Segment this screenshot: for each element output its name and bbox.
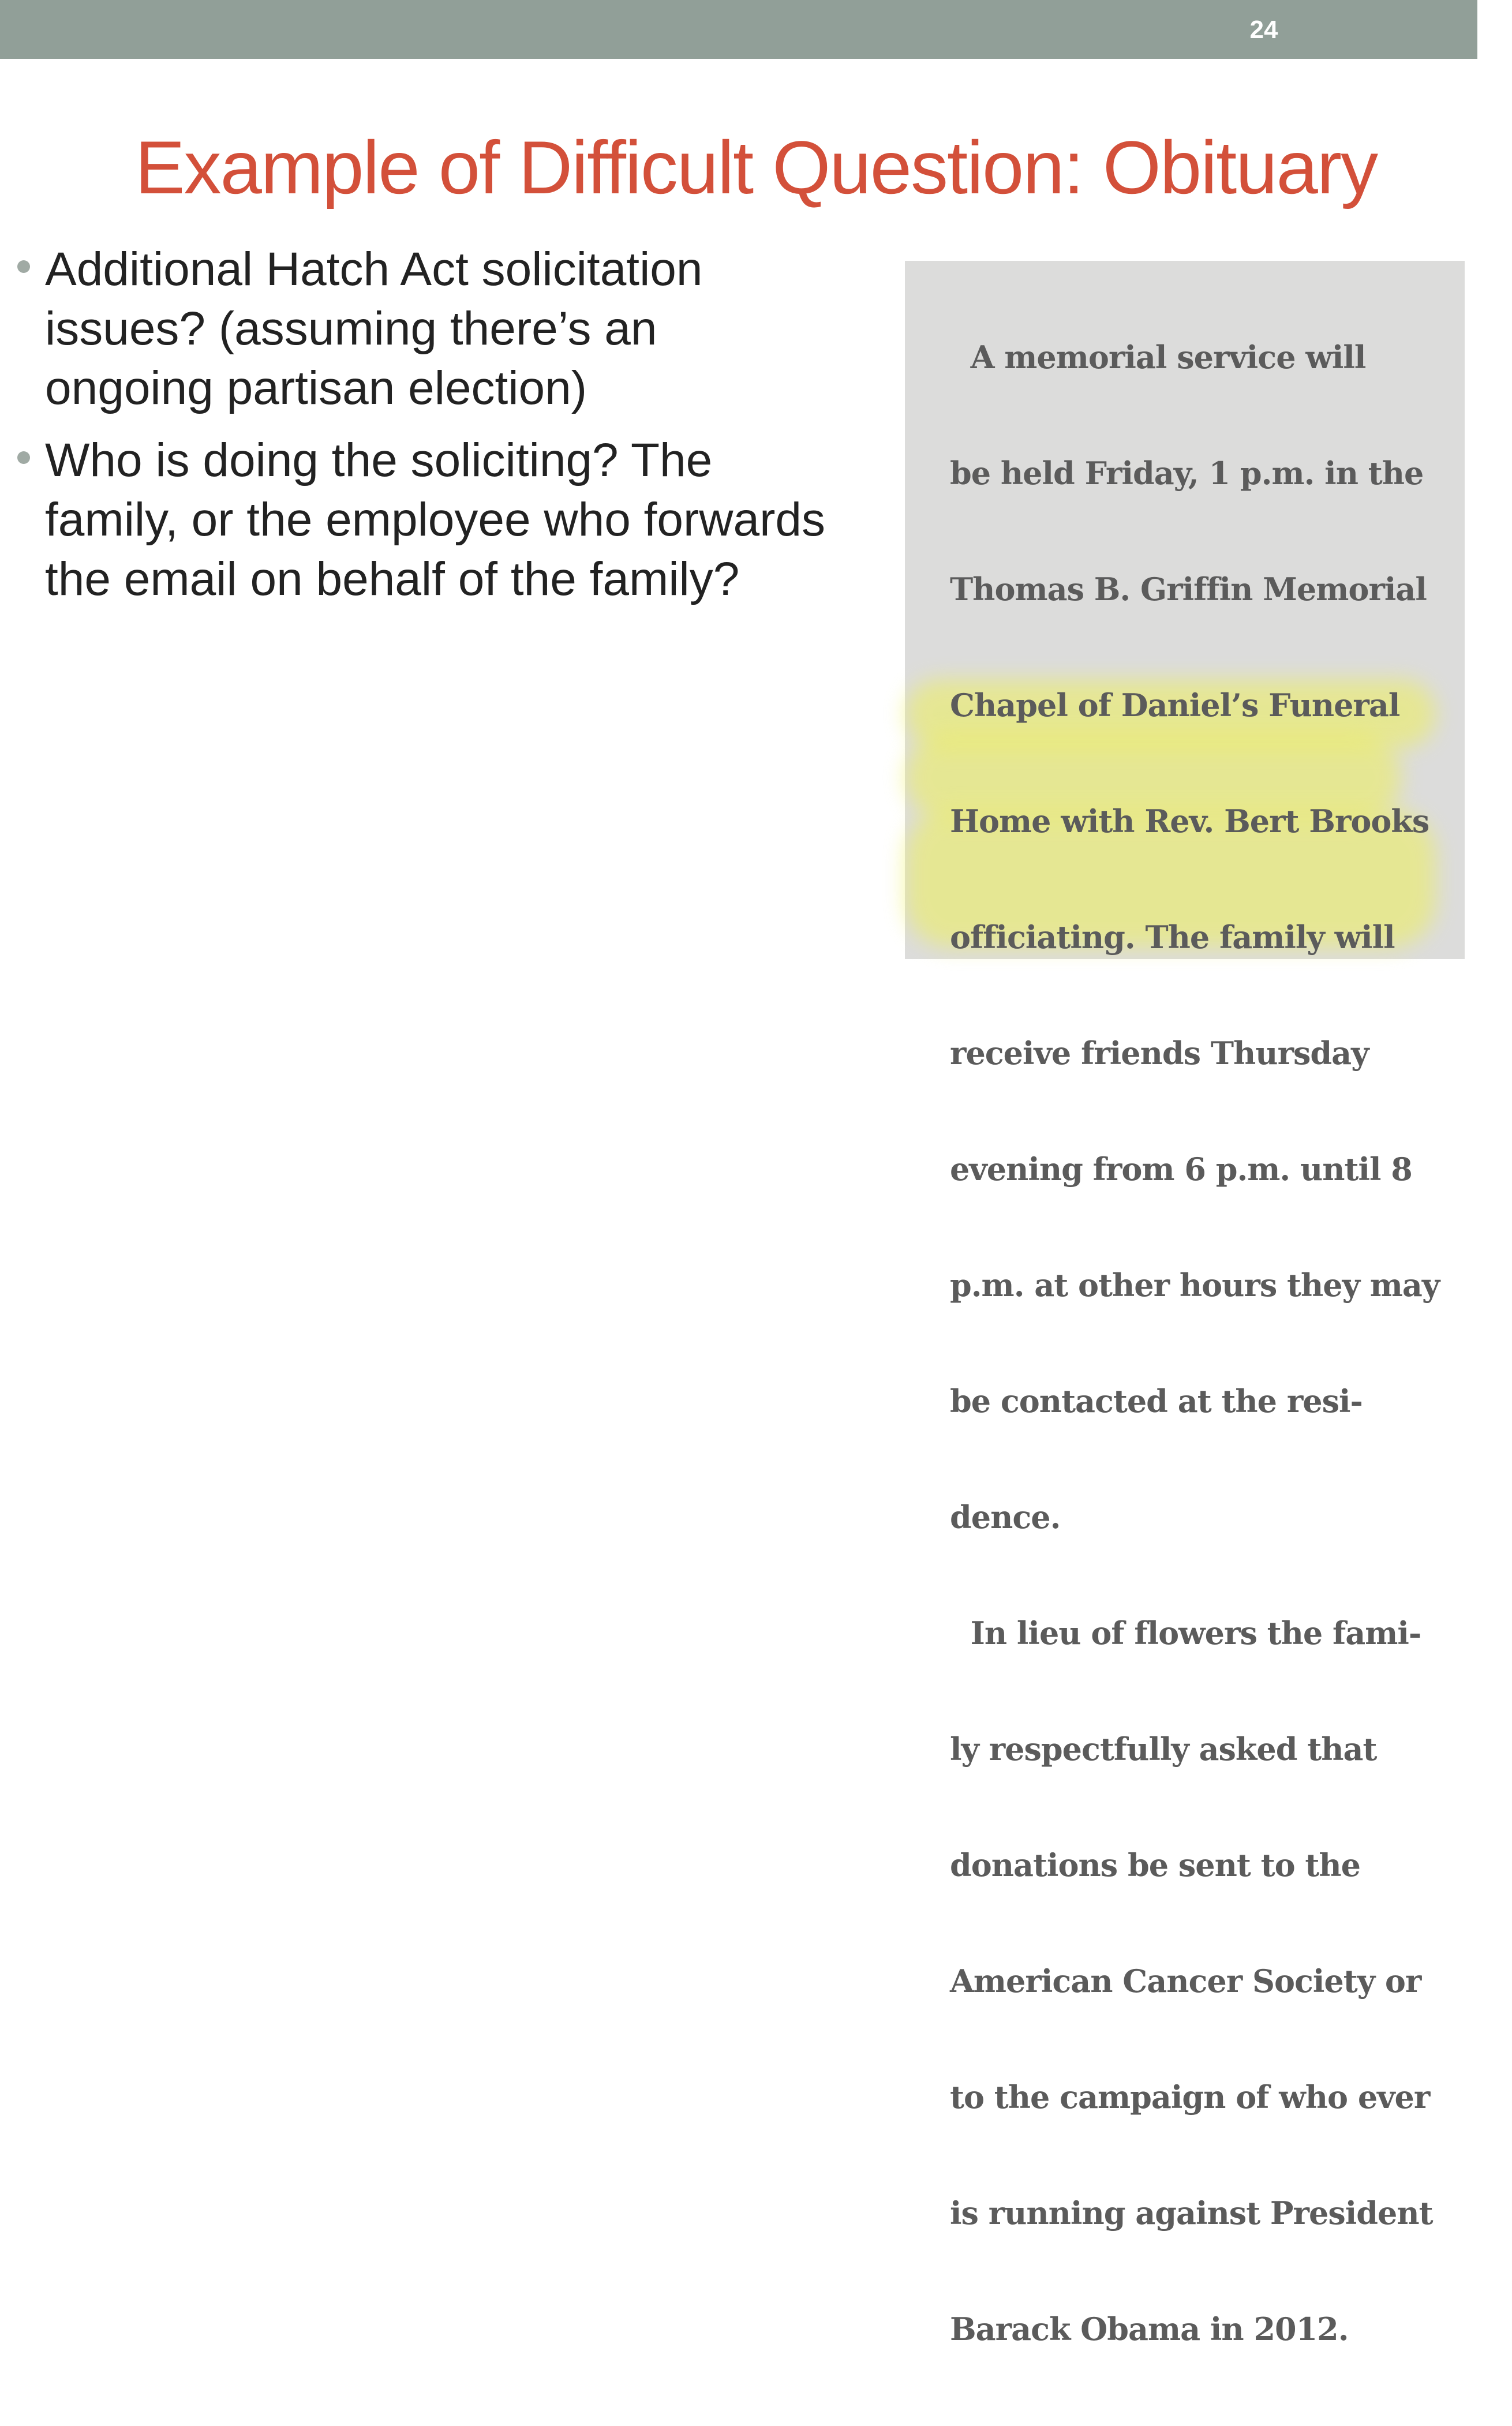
obituary-line: be contacted at the resi- bbox=[950, 1383, 1363, 1420]
obituary-line: Home with Rev. Bert Brooks bbox=[950, 803, 1429, 840]
obituary-text bbox=[950, 261, 1452, 2426]
obituary-line: be held Friday, 1 p.m. in the bbox=[950, 455, 1424, 492]
obituary-clipping-image bbox=[905, 261, 1465, 2348]
obituary-line: officiating. The family will bbox=[950, 919, 1395, 956]
obituary-line: A memorial service will bbox=[950, 339, 1366, 376]
slide-number: 24 bbox=[1249, 16, 1278, 44]
bullet-item bbox=[17, 239, 883, 418]
top-bar bbox=[0, 0, 1477, 59]
bullet-line: Additional Hatch Act solicitation bbox=[45, 243, 703, 295]
obituary-line: receive friends Thursday bbox=[950, 1035, 1369, 1072]
obituary-line: dence. bbox=[950, 1499, 1061, 1536]
bullet-line: family, or the employee who forwards bbox=[45, 493, 826, 546]
obituary-line: In lieu of flowers the fami- bbox=[950, 1615, 1421, 1652]
obituary-line: evening from 6 p.m. until 8 bbox=[950, 1151, 1412, 1188]
bullet-dot-icon bbox=[17, 260, 30, 273]
obituary-line: Chapel of Daniel’s Funeral bbox=[950, 687, 1400, 724]
obituary-line: donations be sent to the bbox=[950, 1847, 1360, 1884]
obituary-line: is running against President bbox=[950, 2195, 1433, 2232]
bullet-line: ongoing partisan election) bbox=[45, 362, 587, 414]
bullet-line: the email on behalf of the family? bbox=[45, 553, 740, 605]
obituary-line: p.m. at other hours they may bbox=[950, 1267, 1440, 1304]
obituary-line: ly respectfully asked that bbox=[950, 1731, 1377, 1768]
bullet-item bbox=[17, 430, 883, 609]
obituary-line: Thomas B. Griffin Memorial bbox=[950, 571, 1427, 608]
slide-title: Example of Difficult Question: Obituary bbox=[134, 125, 1378, 209]
obituary-line: American Cancer Society or bbox=[950, 1963, 1421, 2000]
obituary-line: to the campaign of who ever bbox=[950, 2079, 1430, 2116]
bullet-line: Who is doing the soliciting? The bbox=[45, 434, 713, 486]
bullet-dot-icon bbox=[17, 451, 30, 464]
obituary-line: Barack Obama in 2012. bbox=[950, 2311, 1349, 2348]
bullet-line: issues? (assuming there’s an bbox=[45, 302, 657, 355]
bullet-list bbox=[17, 239, 883, 609]
